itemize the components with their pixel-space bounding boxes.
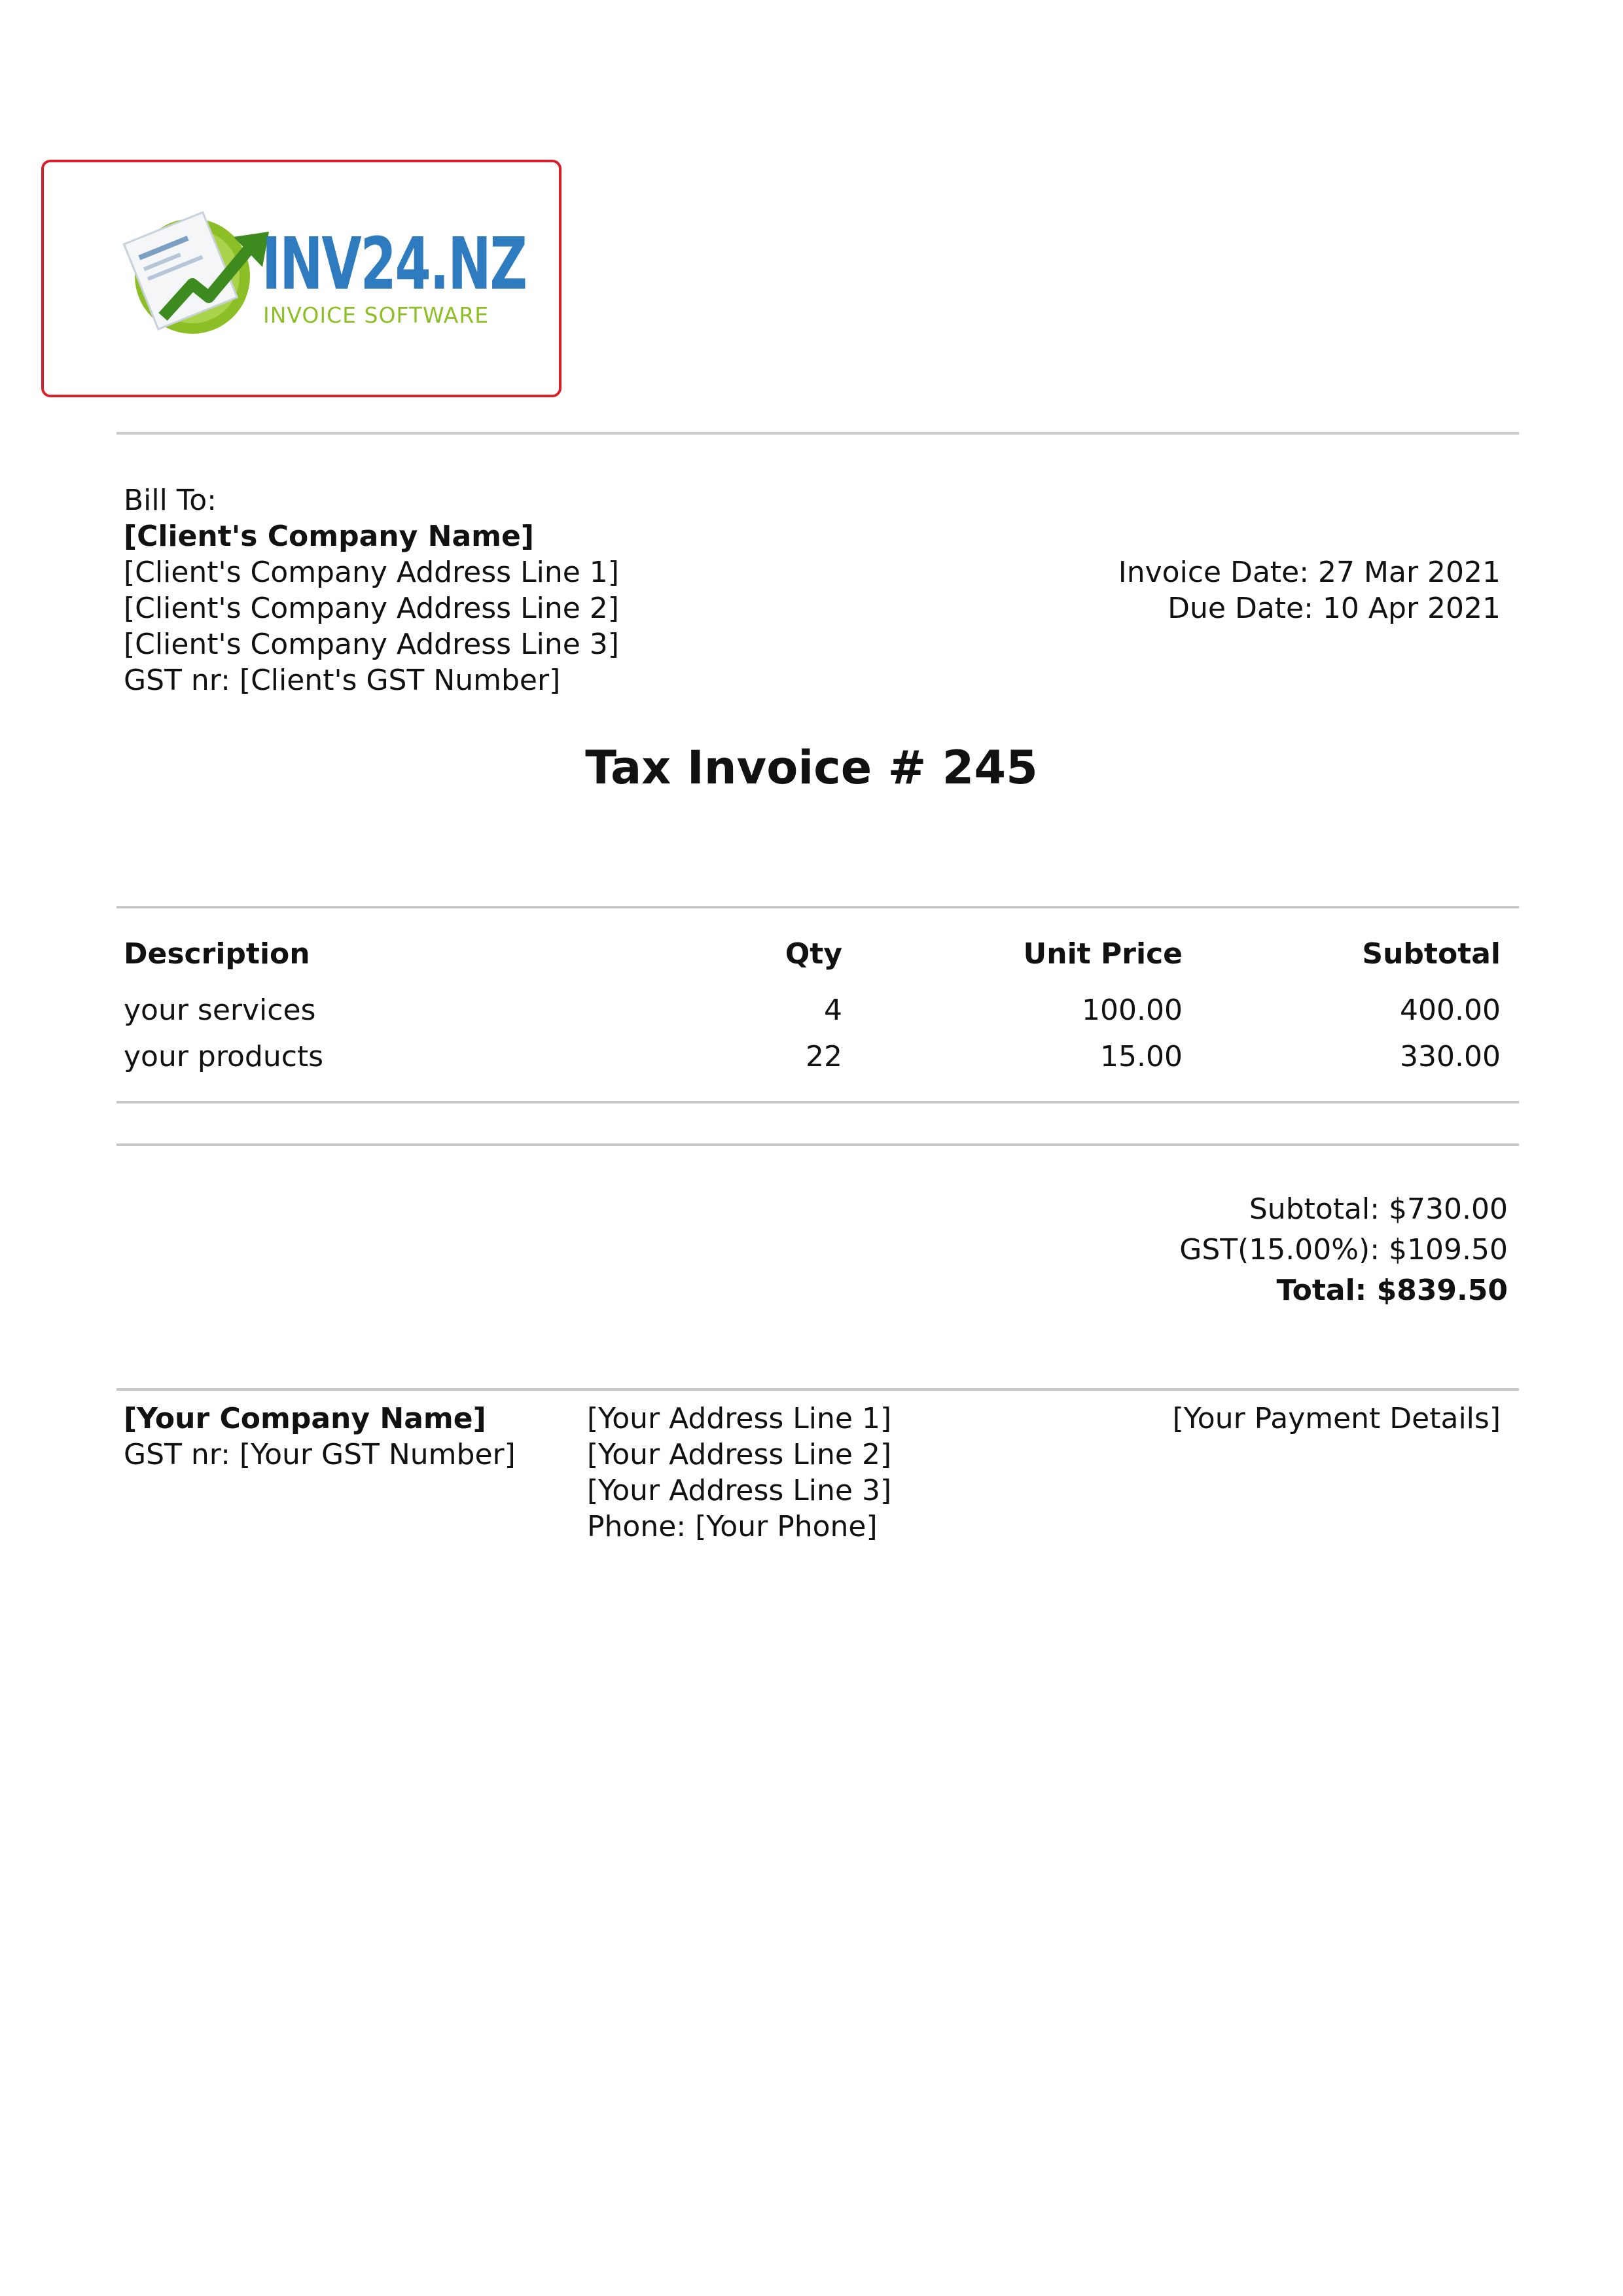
your-address-line-2: [Your Address Line 2] <box>587 1438 892 1471</box>
header-qty: Qty <box>785 937 842 971</box>
bill-to-heading: Bill To: <box>124 484 217 517</box>
invoice-date: Invoice Date: 27 Mar 2021 <box>1118 556 1501 589</box>
client-address-line-1: [Client's Company Address Line 1] <box>124 556 619 589</box>
divider-footer <box>116 1388 1519 1391</box>
row-qty: 22 <box>806 1040 842 1073</box>
your-address-line-3: [Your Address Line 3] <box>587 1474 892 1507</box>
due-date: Due Date: 10 Apr 2021 <box>1168 592 1501 625</box>
row-subtotal: 400.00 <box>1400 994 1501 1027</box>
logo-subtitle: INVOICE SOFTWARE <box>263 302 490 328</box>
divider-top <box>116 432 1519 435</box>
row-unit-price: 15.00 <box>1100 1040 1183 1073</box>
header-unit-price: Unit Price <box>1023 937 1183 971</box>
logo-frame <box>41 160 562 397</box>
header-description: Description <box>124 937 310 971</box>
client-company-name: [Client's Company Name] <box>124 520 534 553</box>
row-qty: 4 <box>824 994 842 1027</box>
client-address-line-3: [Client's Company Address Line 3] <box>124 628 619 661</box>
row-subtotal: 330.00 <box>1400 1040 1501 1073</box>
your-phone: Phone: [Your Phone] <box>587 1510 878 1543</box>
totals-gst: GST(15.00%): $109.50 <box>1179 1233 1508 1266</box>
client-gst-number: GST nr: [Client's GST Number] <box>124 664 561 697</box>
your-address-line-1: [Your Address Line 1] <box>587 1402 892 1435</box>
row-description: your services <box>124 994 316 1027</box>
header-subtotal: Subtotal <box>1362 937 1501 971</box>
totals-total: Total: $839.50 <box>1276 1274 1508 1307</box>
client-address-line-2: [Client's Company Address Line 2] <box>124 592 619 625</box>
divider-totals-top <box>116 1143 1519 1146</box>
row-unit-price: 100.00 <box>1082 994 1183 1027</box>
invoice-title: Tax Invoice # 245 <box>585 741 1038 795</box>
totals-subtotal: Subtotal: $730.00 <box>1249 1193 1508 1226</box>
divider-table-bottom <box>116 1101 1519 1103</box>
row-description: your products <box>124 1040 324 1073</box>
your-company-name: [Your Company Name] <box>124 1402 486 1435</box>
your-payment-details: [Your Payment Details] <box>1172 1402 1501 1435</box>
divider-table-top <box>116 906 1519 908</box>
invoice-chart-logo-icon <box>117 206 281 336</box>
your-gst-number: GST nr: [Your GST Number] <box>124 1438 516 1471</box>
logo-text: INV24.NZ <box>262 222 526 306</box>
